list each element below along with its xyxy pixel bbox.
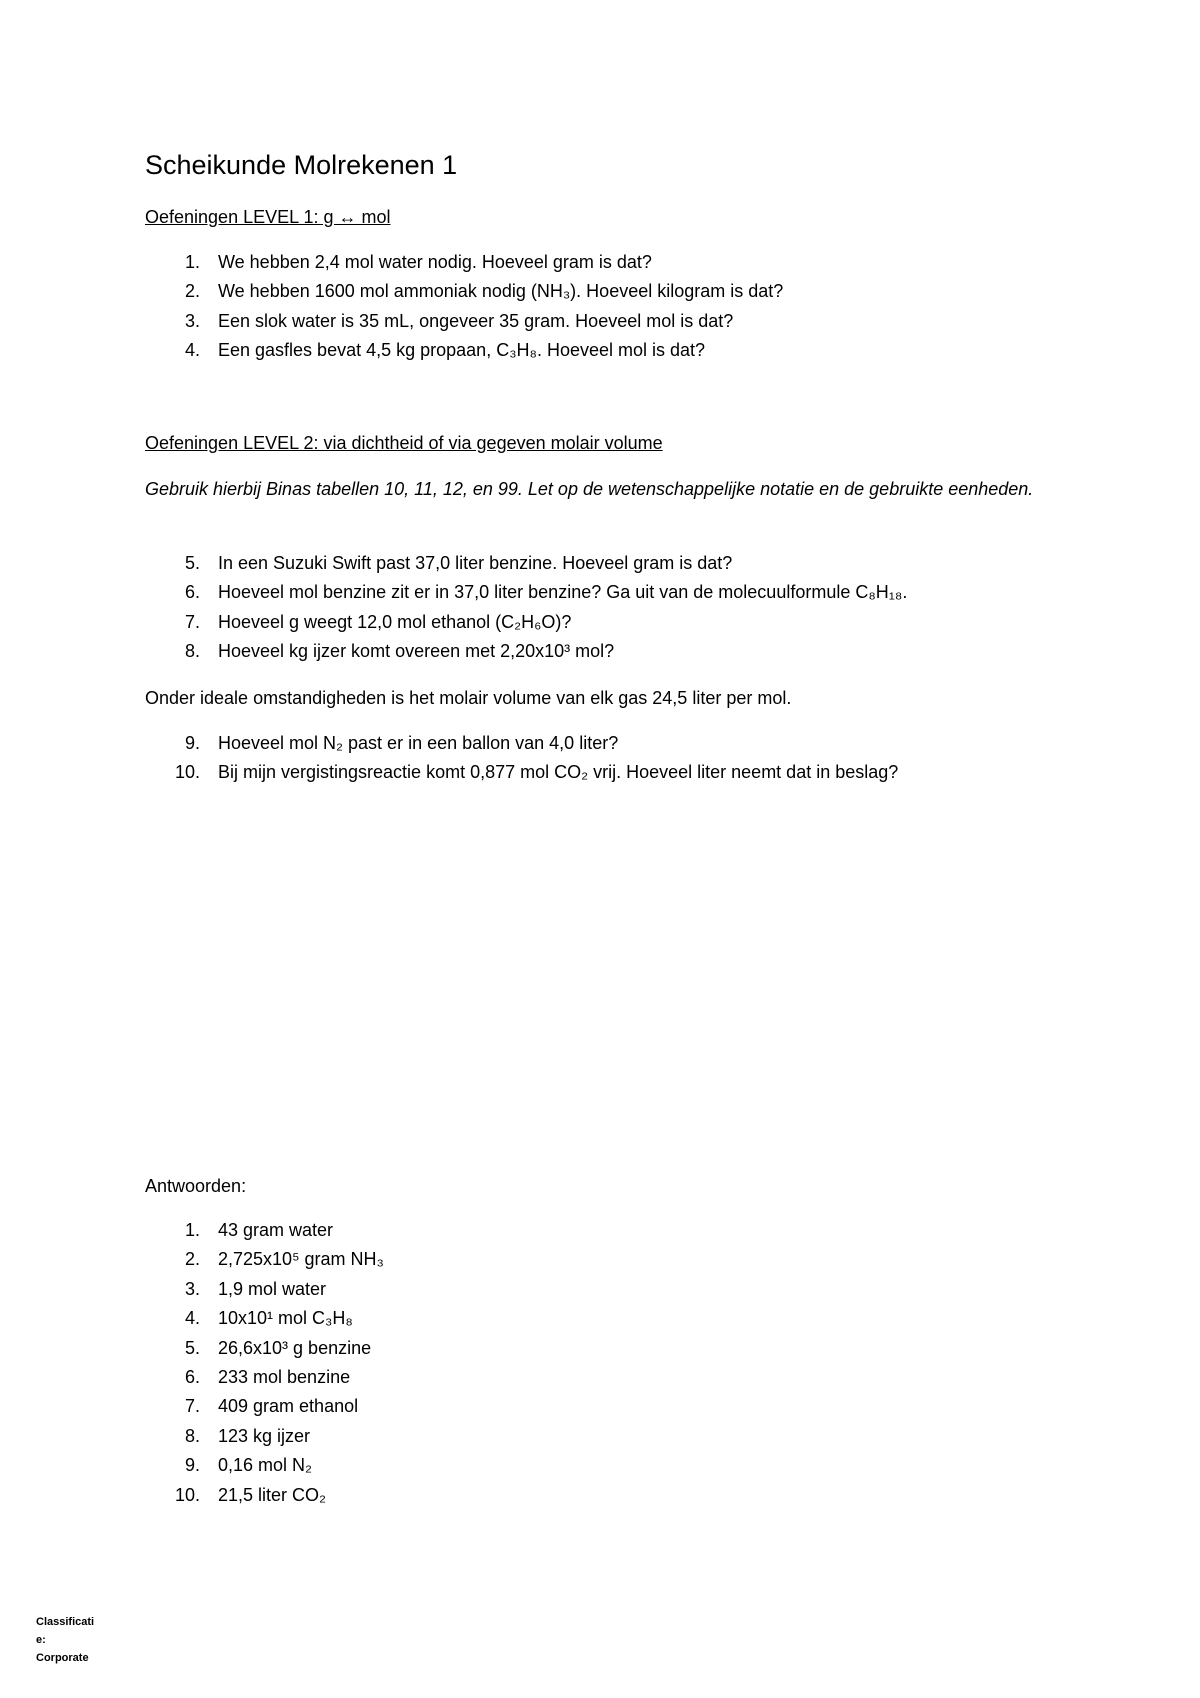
classification-footer [36,1613,96,1667]
level1-heading: Oefeningen LEVEL 1: g ↔ mol [145,207,391,227]
answer-text: 409 gram ethanol [218,1396,359,1417]
list-item [145,1481,384,1510]
answers-list [145,1216,384,1510]
item-number: 2. [184,281,200,302]
item-number: 8. [184,1425,200,1446]
list-item [145,248,783,277]
item-number: 1. [184,1220,200,1240]
list-item [145,1363,384,1392]
list-item [145,277,783,306]
item-number: 3. [184,1278,200,1299]
level2-heading: Oefeningen LEVEL 2: via dichtheid of via gegeven molair volume [145,433,663,453]
item-number: 4. [184,1308,200,1329]
list-item [145,336,783,365]
answer-text: 10x10¹ mol C₃H₈ [218,1308,353,1329]
item-number: 1. [184,252,200,272]
answer-text: 233 mol benzine [218,1366,351,1387]
answer-text: 0,16 mol N₂ [218,1455,313,1476]
list-item [145,1245,384,1274]
answer-text: 21,5 liter CO₂ [218,1484,327,1505]
list-item [145,1334,384,1363]
list-item [145,729,898,758]
item-text: Hoeveel g weegt 12,0 mol ethanol (C₂H₆O)? [218,611,572,632]
answers-heading: Antwoorden: [145,1176,247,1196]
answer-text: 1,9 mol water [218,1278,327,1299]
gas-exercise-list [145,729,898,788]
list-item [145,1451,384,1480]
item-text: Hoeveel mol N₂ past er in een ballon van 4,0 liter? [218,733,619,753]
classification-label: Classificatie: [36,1616,95,1646]
item-text: Hoeveel kg ijzer komt overeen met 2,20x10³ mol? [218,641,615,662]
list-item [145,1275,384,1304]
list-item [145,1216,384,1245]
item-number: 3. [184,310,200,331]
page-title: Scheikunde Molrekenen 1 [145,150,458,180]
item-number: 5. [184,553,200,573]
item-number: 8. [184,641,200,662]
level2-instructions: Gebruik hierbij Binas tabellen 10, 11, 12, en 99. Let op de wetenschappelijke notatie en de gebruikte eenheden. [145,479,1034,499]
list-item [145,549,907,578]
classification-value: Corporate [36,1652,89,1664]
item-number: 9. [184,733,200,753]
level2-exercise-list [145,549,907,667]
item-text: We hebben 1600 mol ammoniak nodig (NH₃). Hoeveel kilogram is dat? [218,281,784,302]
answer-text: 123 kg ijzer [218,1425,311,1446]
item-number: 9. [184,1455,200,1476]
answer-text: 2,725x10⁵ gram NH₃ [218,1249,384,1270]
list-item [145,637,907,666]
item-number: 7. [184,611,200,632]
list-item [145,758,898,787]
item-text: Een gasfles bevat 4,5 kg propaan, C₃H₈. Hoeveel mol is dat? [218,340,706,361]
level1-exercise-list [145,248,783,366]
item-number: 5. [184,1337,200,1358]
answer-text: 26,6x10³ g benzine [218,1337,372,1358]
item-text: Bij mijn vergistingsreactie komt 0,877 mol CO₂ vrij. Hoeveel liter neemt dat in beslag? [218,762,899,783]
molar-volume-note: Onder ideale omstandigheden is het molair volume van elk gas 24,5 liter per mol. [145,688,792,708]
item-number: 7. [184,1396,200,1417]
list-item [145,1422,384,1451]
item-text: Een slok water is 35 mL, ongeveer 35 gram. Hoeveel mol is dat? [218,310,734,331]
item-text: We hebben 2,4 mol water nodig. Hoeveel gram is dat? [218,252,652,272]
item-number: 4. [184,340,200,361]
list-item [145,1304,384,1333]
item-number: 6. [184,1366,200,1387]
item-number: 2. [184,1249,200,1270]
list-item [145,578,907,607]
item-text: Hoeveel mol benzine zit er in 37,0 liter benzine? Ga uit van de molecuulformule C₈H₁₈. [218,582,908,603]
item-number: 10. [174,762,200,783]
list-item [145,608,907,637]
item-text: In een Suzuki Swift past 37,0 liter benzine. Hoeveel gram is dat? [218,553,733,573]
list-item [145,1392,384,1421]
item-number: 10. [174,1484,200,1505]
item-number: 6. [184,582,200,603]
answer-text: 43 gram water [218,1220,334,1240]
list-item [145,307,783,336]
